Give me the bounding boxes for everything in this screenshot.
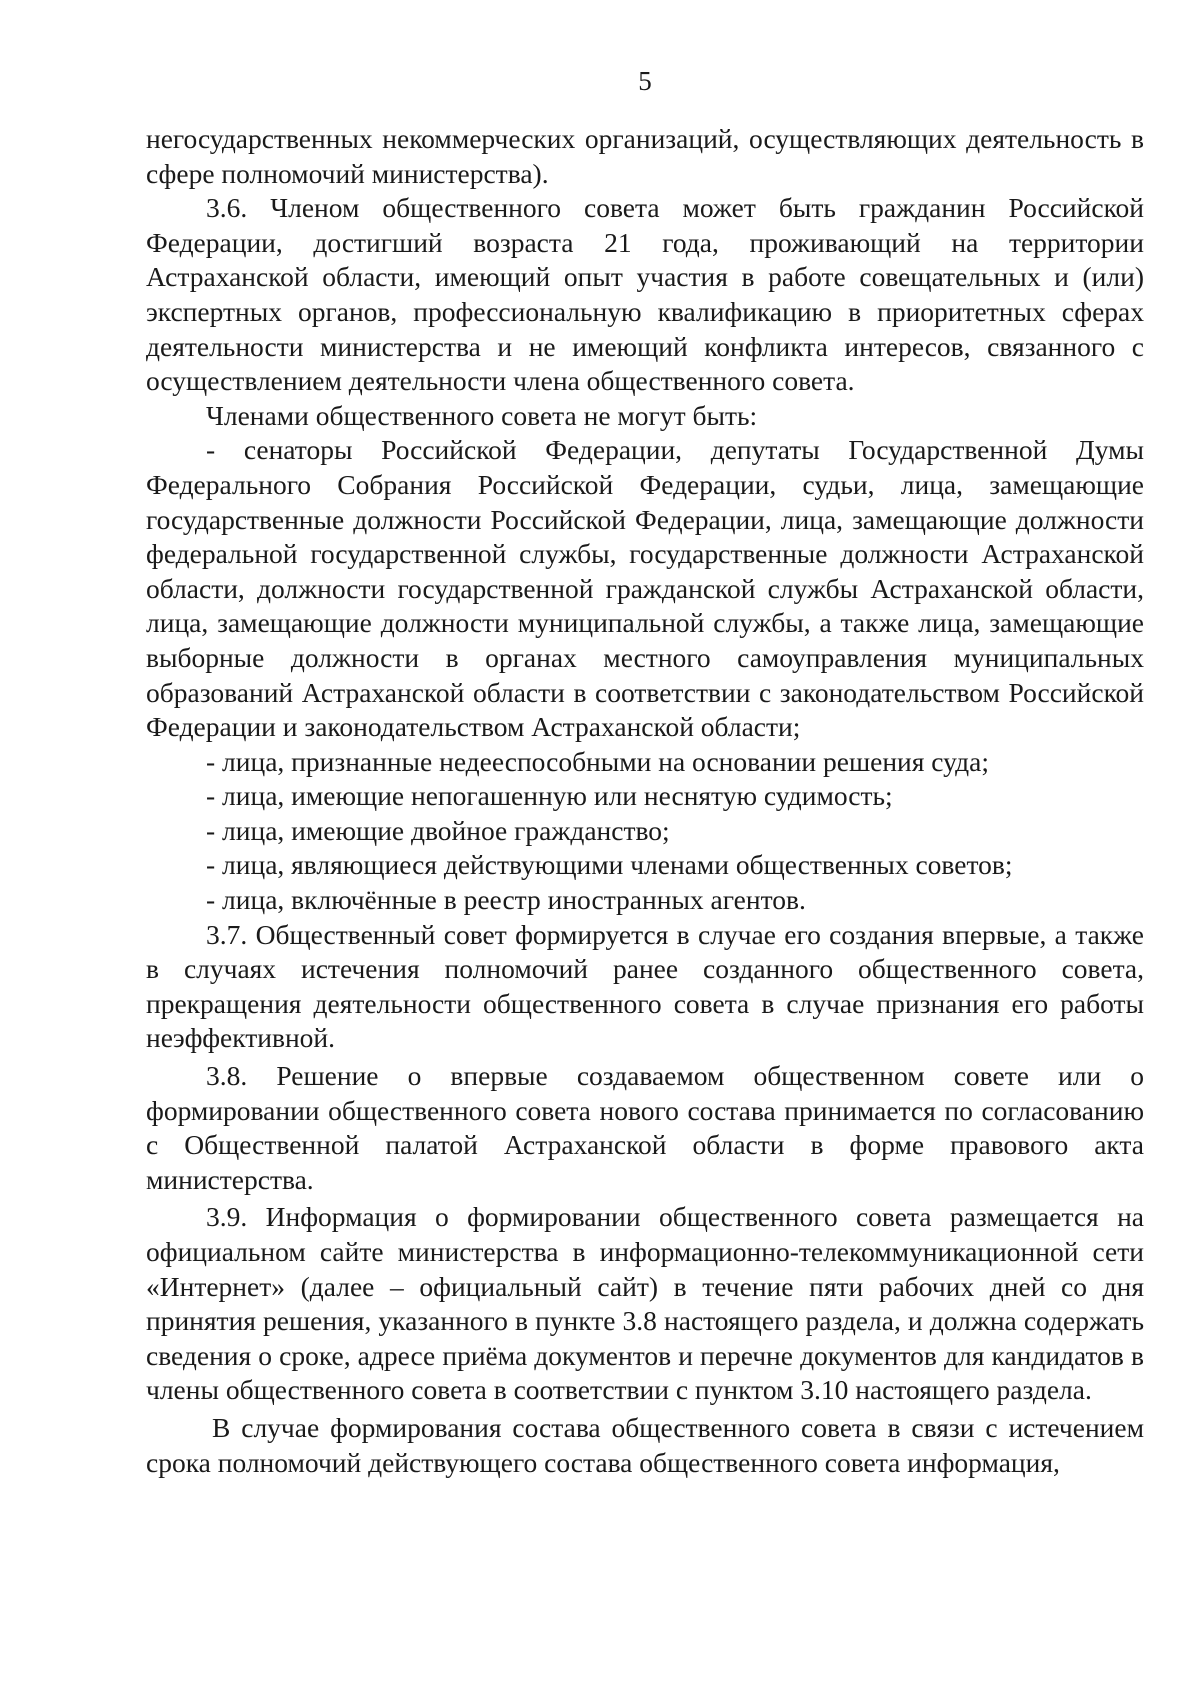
paragraph-3-6: 3.6. Членом общественного совета может быть гражданин Российской Федерации, достигший возраста 21 года, проживающий на территории Астраханской области, имеющий опыт участия в работе совещательных и (или) экспертных органов, профессиональную квалификацию в приоритетных сферах деятельности министерства и не имеющий конфликта интересов, связанного с осуществлением деятельности члена общественного совета. [146, 192, 1144, 397]
paragraph-term-expiry: В случае формирования состава общественного совета в связи с истечением срока полномочий действующего состава общественного совета информация, [146, 1411, 1144, 1478]
list-item-council-members: - лица, являющиеся действующими членами общественных советов; [206, 849, 1013, 881]
document-body [146, 122, 1144, 1480]
page-number: 5 [638, 66, 652, 96]
paragraph-3-7: 3.7. Общественный совет формируется в случае его создания впервые, а также в случаях истечения полномочий ранее созданного общественного совета, прекращения деятельности общественного совета в случае признания его работы неэффективной. [146, 918, 1144, 1054]
paragraph-3-9: 3.9. Информация о формировании общественного совета размещается на официальном сайте министерства в информационно-телекоммуникационной сети «Интернет» (далее – официальный сайт) в течение пяти рабочих дней со дня принятия решения, указанного в пункте 3.8 настоящего раздела, и должна содержать сведения о сроке, адресе приёма документов и перечне документов для кандидатов в члены общественного совета в соответствии с пунктом 3.10 настоящего раздела. [146, 1201, 1144, 1406]
list-item-senators: - сенаторы Российской Федерации, депутаты Государственной Думы Федерального Собрания Российской Федерации, судьи, лица, замещающие государственные должности Российской Федерации, лица, замещающие должности федеральной государственной службы, государственные должности Астраханской области, должности государственной гражданской службы Астраханской области, лица, замещающие должности муниципальной службы, а также лица, замещающие выборные должности в органах местного самоуправления муниципальных образований Астраханской области в соответствии с законодательством Российской Федерации и законодательством Астраханской области; [146, 434, 1144, 743]
list-item-incapacitated: - лица, признанные недееспособными на основании решения суда; [206, 745, 989, 777]
list-item-foreign-agents: - лица, включённые в реестр иностранных агентов. [206, 884, 806, 916]
list-item-dual-citizenship: - лица, имеющие двойное гражданство; [206, 814, 670, 846]
paragraph-exclusions-intro: Членами общественного совета не могут быть: [206, 399, 758, 431]
list-item-criminal-record: - лица, имеющие непогашенную или неснятую судимость; [206, 780, 893, 812]
paragraph-continuation: негосударственных некоммерческих организаций, осуществляющих деятельность в сфере полномочий министерства). [146, 123, 1144, 189]
paragraph-3-8: 3.8. Решение о впервые создаваемом общественном совете или о формировании общественного совета нового состава принимается по согласованию с Общественной палатой Астраханской области в форме правового акта министерства. [146, 1060, 1144, 1195]
